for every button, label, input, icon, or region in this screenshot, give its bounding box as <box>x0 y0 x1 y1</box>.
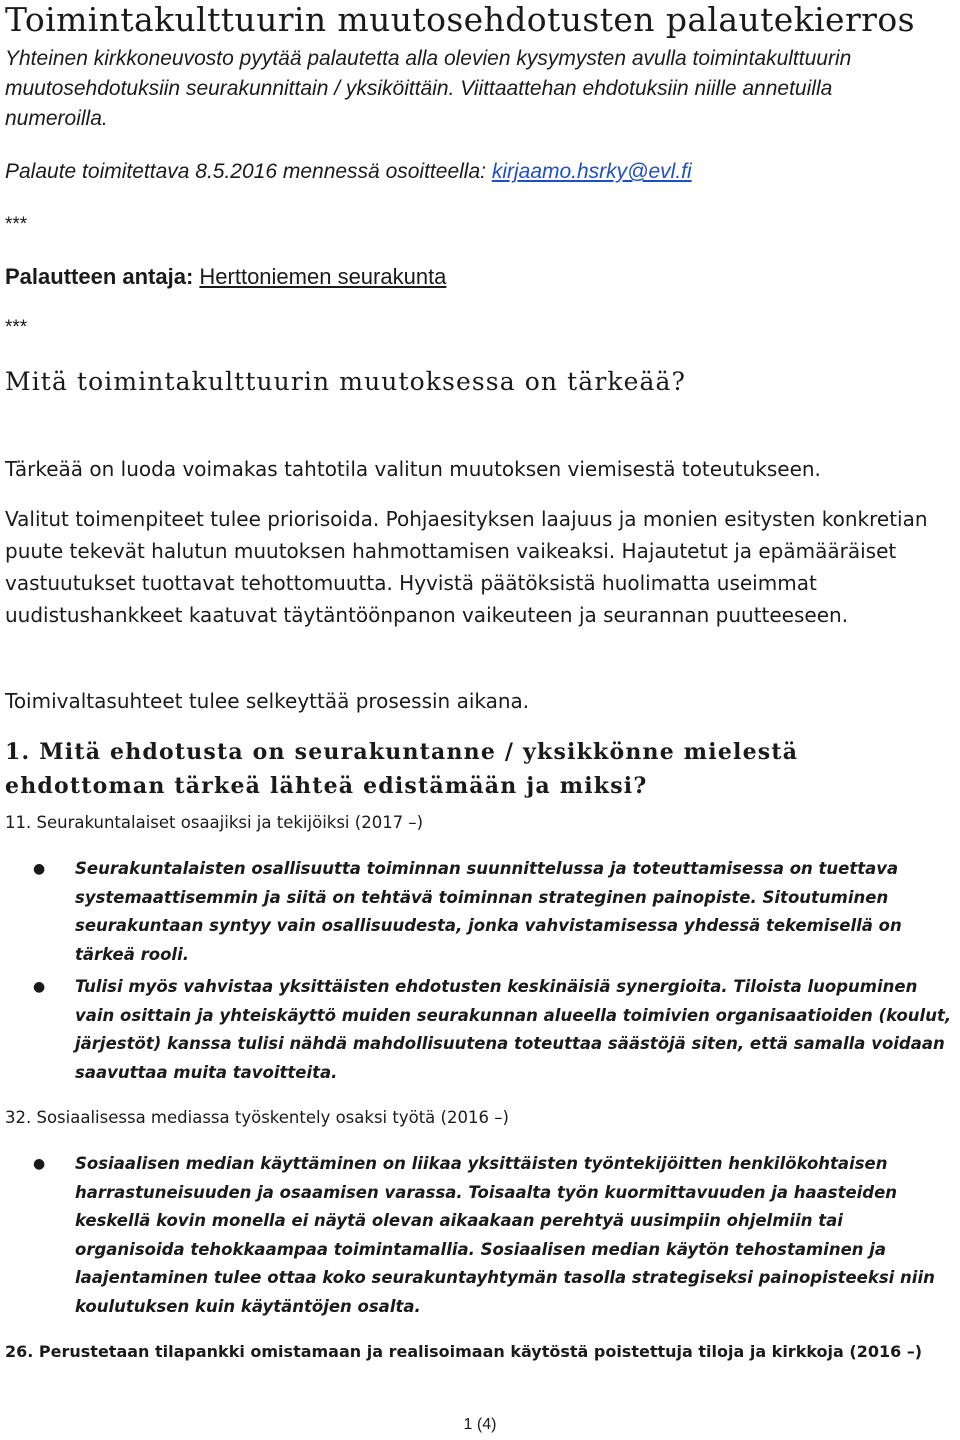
list-item <box>0 855 955 969</box>
answer-paragraph-2: Valitut toimenpiteet tulee priorisoida. Pohjaesityksen laajuus ja monien esitysten konkretian puute tekevät halutun muutoksen hahmottamisen vaikeaksi. Hajautetut ja epämääräiset vastuutukset tuottavat tehottomuutta. Hyvistä päätöksistä huolimatta useimmat uudistushankkeet kaatuvat täytäntöönpanon vaikeuteen ja seurannan puutteeseen. <box>5 507 928 627</box>
bullet-icon: ● <box>33 1156 46 1172</box>
intro-text: Yhteinen kirkkoneuvosto pyytää palautetta alla olevien kysymysten avulla toimintakulttuurin muutosehdotuksiin seurakunnittain / yksiköittäin. Viittaattehan ehdotuksiin niille annetuilla numeroilla. <box>5 47 852 130</box>
deadline-line <box>5 157 692 187</box>
answer-paragraph-3: Toimivaltasuhteet tulee selkeyttää prosessin aikana. <box>5 689 530 713</box>
bullet-text: Sosiaalisen median käyttäminen on liikaa yksittäisten työntekijöitten henkilökohtaisen harrastuneisuuden ja osaamisen varassa. Toisaalta työn kuormittavuuden ja haasteiden keskellä kovin monella ei näytä olevan aikaakaan perehtyä uusimpiin ohjelmiin tai organisoida tehokkaampaa toimintamallia. Sosiaalisen median käytön tehostaminen ja laajentaminen tulee ottaa koko seurakuntayhtymän tasolla strategiseksi painopisteeksi niin koulutuksen kuin käytäntöjen osalta. <box>75 1154 935 1316</box>
bullet-icon: ● <box>33 979 46 995</box>
giver-label: Palautteen antaja: <box>5 264 200 289</box>
document-title: Toimintakulttuurin muutosehdotusten palautekierros <box>5 0 915 39</box>
section-32-title: 32. Sosiaalisessa mediassa työskentely osaksi työtä (2016 –) <box>5 1108 509 1127</box>
answer-paragraph-1: Tärkeää on luoda voimakas tahtotila valitun muutoksen viemisestä toteutukseen. <box>5 457 821 481</box>
deadline-text: Palaute toimitettava 8.5.2016 mennessä osoitteella: <box>5 160 492 183</box>
bullet-text: Tulisi myös vahvistaa yksittäisten ehdotusten keskinäisiä synergioita. Tiloista luopuminen vain osittain ja yhteiskäyttö muiden seurakunnan alueella toimivien organisaatioiden (koulut, järjestöt) kanssa tulisi nähdä mahdollisuutena toteuttaa säästöjä siten, että samalla voidaan saavuttaa muita tavoitteita. <box>75 977 952 1082</box>
separator-1: *** <box>5 214 28 235</box>
question-1-heading: 1. Mitä ehdotusta on seurakuntanne / yksikkönne mielestä ehdottoman tärkeä lähteä edistämään ja miksi? <box>5 739 799 799</box>
section-11-title: 11. Seurakuntalaiset osaajiksi ja tekijöiksi (2017 –) <box>5 813 424 832</box>
section-32-list <box>0 1150 960 1321</box>
bullet-text: Seurakuntalaisten osallisuutta toiminnan suunnittelussa ja toteuttamisessa on tuettava systemaattisemmin ja siitä on tehtävä toiminnan strateginen painopiste. Sitoutuminen seurakuntaan syntyy vain osallisuudesta, jonka vahvistamisessa yhdessä tekemisellä on tärkeä rooli. <box>75 859 902 964</box>
section-11-list <box>0 855 960 1087</box>
list-item <box>0 1150 955 1321</box>
bullet-icon: ● <box>33 861 46 877</box>
giver-value: Herttoniemen seurakunta <box>199 264 447 289</box>
page-number: 1 (4) <box>463 1416 497 1433</box>
separator-2: *** <box>5 317 28 338</box>
list-item <box>0 973 955 1087</box>
email-link[interactable]: kirjaamo.hsrky@evl.fi <box>491 160 692 183</box>
main-question-heading: Mitä toimintakulttuurin muutoksessa on tärkeää? <box>5 367 687 396</box>
section-26-title: 26. Perustetaan tilapankki omistamaan ja realisoimaan käytöstä poistettuja tiloja ja kirkkoja (2016 –) <box>5 1342 923 1361</box>
feedback-giver <box>5 262 446 292</box>
